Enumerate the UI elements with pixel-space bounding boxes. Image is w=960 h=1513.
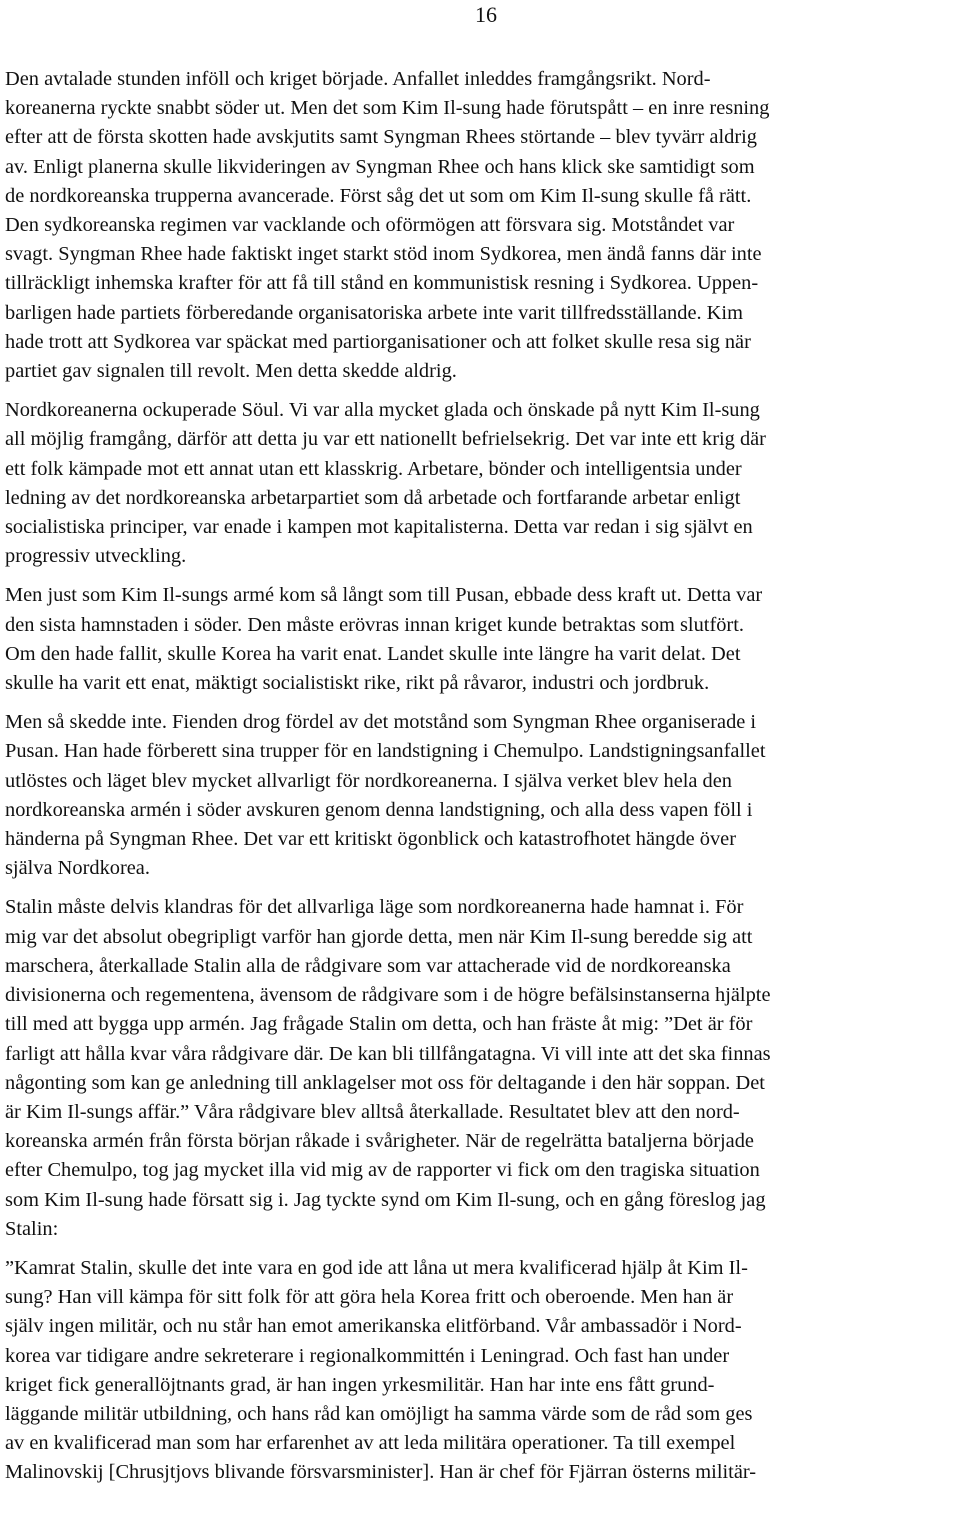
text-line: ”Kamrat Stalin, skulle det inte vara en god ide att låna ut mera kvalificerad hjälp åt Kim Il- [5,1256,748,1279]
paragraph [5,581,945,698]
text-line: Den avtalade stunden inföll och kriget började. Anfallet inleddes framgångsrikt. Nord- [5,68,711,90]
text-line: Om den hade fallit, skulle Korea ha varit enat. Landet skulle inte längre ha varit delat. Det [5,642,741,665]
text-line: farligt att hålla kvar våra rådgivare där. De kan bli tillfångatagna. Vi vill inte att det ska finnas [5,1042,771,1065]
paragraph [5,708,945,883]
text-line: sung? Han vill kämpa för sitt folk för att göra hela Korea fritt och oberoende. Men han är [5,1286,734,1309]
text-line: den sista hamnstaden i söder. Den måste erövras innan kriget kunde betraktas som slutfört. [5,613,744,636]
text-line: koreanerna ryckte snabbt söder ut. Men det som Kim Il-sung hade förutspått – en inre resning [5,97,770,120]
text-line: som Kim Il-sung hade försatt sig i. Jag tyckte synd om Kim Il-sung, och en gång föreslog jag [5,1188,766,1211]
text-line: all möjlig framgång, därför att detta ju var ett nationellt befrielsekrig. Det var inte ett krig där [5,428,766,451]
text-line: är Kim Il-sungs affär.” Våra rådgivare blev alltså återkallade. Resultatet blev att den nord- [5,1100,740,1123]
text-line: Stalin måste delvis klandras för det allvarliga läge som nordkoreanerna hade hamnat i. För [5,896,744,919]
text-line: de nordkoreanska trupperna avancerade. Först såg det ut som om Kim Il-sung skulle få rätt. [5,184,752,207]
text-line: till med att bygga upp armén. Jag frågade Stalin om detta, och han fräste åt mig: ”Det är för [5,1013,753,1036]
text-line: efter Chemulpo, tog jag mycket illa vid mig av de rapporter vi fick om den tragiska situation [5,1159,760,1182]
text-line: progressiv utveckling. [5,545,187,568]
text-line: svagt. Syngman Rhee hade faktiskt inget starkt stöd inom Sydkorea, men ändå fanns där inte [5,243,762,266]
paragraph [5,1254,945,1488]
text-line: hade trott att Sydkorea var späckat med partiorganisationer och att folket skulle resa sig när [5,330,751,353]
page-number: 16 [475,2,497,27]
text-line: kriget fick generallöjtnants grad, är han ingen yrkesmilitär. Han har inte ens fått grund- [5,1373,715,1396]
text-line: Men så skedde inte. Fienden drog fördel av det motstånd som Syngman Rhee organiserade i [5,711,757,734]
paragraph [5,396,945,571]
text-line: marschera, återkallade Stalin alla de rådgivare som var attacherade vid de nordkoreanska [5,954,731,977]
text-line: Malinovskij [Chrusjtjovs blivande försvarsminister]. Han är chef för Fjärran österns militär- [5,1461,757,1484]
text-line: barligen hade partiets förberedande organisatoriska arbete inte varit tillfredsställande. Kim [5,301,743,324]
text-line: mig var det absolut obegripligt varför han gjorde detta, men när Kim Il-sung beredde sig att [5,925,753,948]
text-line: nordkoreanska armén i söder avskuren genom denna landstigning, och alla dess vapen föll i [5,798,753,821]
text-line: efter att de första skotten hade avskjutits samt Syngman Rhees störtande – blev tyvärr aldrig [5,126,757,149]
text-line: Stalin: [5,1217,59,1240]
text-line: partiet gav signalen till revolt. Men detta skedde aldrig. [5,360,457,383]
text-line: Nordkoreanerna ockuperade Söul. Vi var alla mycket glada och önskade på nytt Kim Il-sung [5,399,760,422]
text-line: av en kvalificerad man som har erfarenhet av att leda militära operationer. Ta till exempel [5,1432,736,1455]
text-line: divisionerna och regementena, ävensom de rådgivare som i de högre befälsinstanserna hjälpte [5,984,771,1007]
text-line: korea var tidigare andre sekreterare i regionalkommittén i Leningrad. Och fast han under [5,1344,730,1367]
text-line: själva Nordkorea. [5,857,150,880]
text-line: läggande militär utbildning, och hans råd kan omöjligt ha samma värde som de råd som ges [5,1402,753,1425]
text-line: av. Enligt planerna skulle likvideringen av Syngman Rhee och hans klick ske samtidigt som [5,155,755,178]
paragraph [5,893,945,1243]
text-line: tillräckligt inhemska krafter för att få till stånd en kommunistisk resning i Sydkorea. Uppen- [5,272,759,295]
text-line: Den sydkoreanska regimen var vacklande och oförmögen att försvara sig. Motståndet var [5,214,735,237]
text-line: utlöstes och läget blev mycket allvarligt för nordkoreanerna. I själva verket blev hela den [5,769,732,792]
paragraph [5,65,945,386]
text-line: någonting som kan ge anledning till anklagelser mot oss för deltagande i den här soppan. Det [5,1071,765,1094]
text-line: händerna på Syngman Rhee. Det var ett kritiskt ögonblick och katastrofhotet hängde över [5,828,737,851]
text-line: Men just som Kim Il-sungs armé kom så långt som till Pusan, ebbade dess kraft ut. Detta var [5,584,763,607]
text-line: ett folk kämpade mot ett annat utan ett klasskrig. Arbetare, bönder och intelligentsia under [5,457,742,480]
text-line: ledning av det nordkoreanska arbetarpartiet som då arbetade och fortfarande arbetar enligt [5,486,741,509]
text-line: koreanska armén från första början råkade i svårigheter. När de regelrätta bataljerna började [5,1130,754,1153]
text-line: själv ingen militär, och nu står han emot amerikanska elitförband. Vår ambassadör i Nord- [5,1315,742,1338]
body-text [5,65,945,1498]
text-line: socialistiska principer, var enade i kampen mot kapitalisterna. Detta var redan i sig självt en [5,516,753,539]
text-line: skulle ha varit ett enat, mäktigt socialistiskt rike, rikt på råvaror, industri och jordbruk. [5,672,710,695]
text-line: Pusan. Han hade förberett sina trupper för en landstigning i Chemulpo. Landstigningsanfallet [5,740,766,763]
